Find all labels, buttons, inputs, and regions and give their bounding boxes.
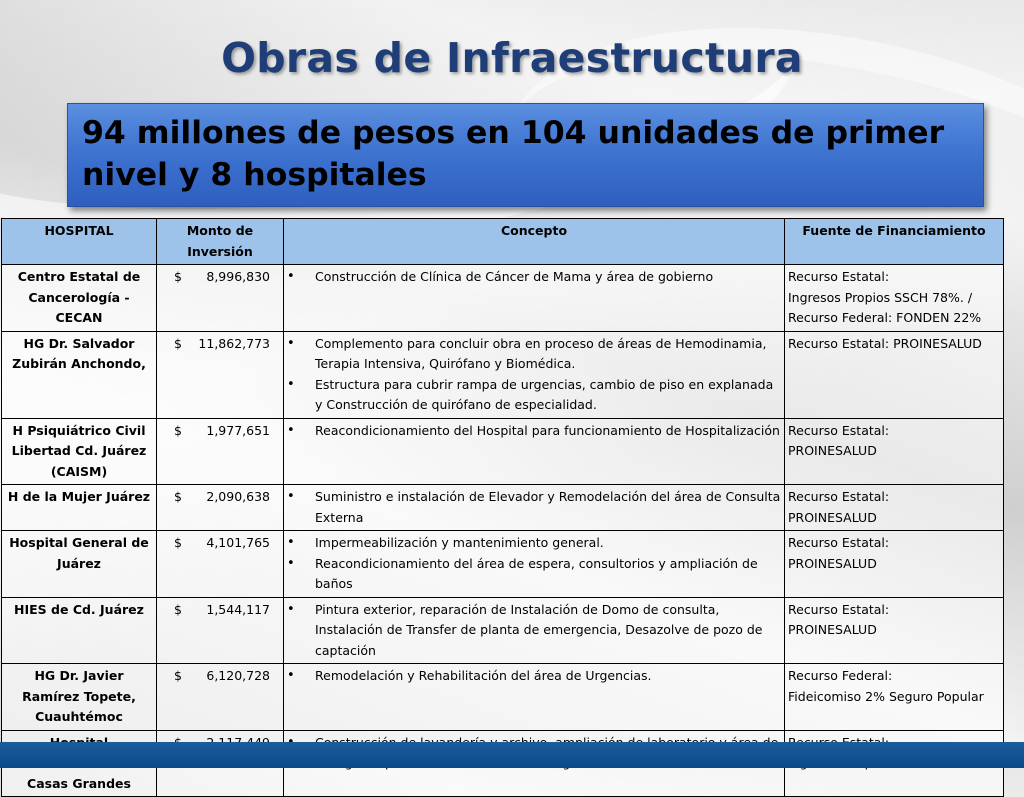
concept-text: Pintura exterior, reparación de Instalación de Domo de consulta, Instalación de Transfer de planta de emergencia, Desazolve de pozo de captación: [315, 601, 763, 658]
hospital-name: HG Dr. Salvador Zubirán Anchondo,: [2, 331, 157, 418]
bullet-icon: •: [287, 489, 295, 504]
funding-cell: [785, 531, 1004, 598]
investment-amount: [157, 331, 284, 418]
bullet-icon: •: [287, 376, 295, 392]
funding-line: Recurso Estatal:: [788, 535, 890, 550]
currency-symbol: $: [174, 422, 182, 438]
currency-symbol: $: [174, 269, 182, 284]
currency-symbol: $: [174, 668, 182, 683]
bullet-icon: •: [287, 668, 295, 683]
concept-cell: [284, 597, 785, 664]
concept-text: Construcción de Clínica de Cáncer de Mama y área de gobierno: [315, 269, 714, 284]
concept-item: [287, 421, 781, 442]
table-row: [2, 265, 1004, 332]
funding-line: PROINESALUD: [788, 622, 877, 637]
hospital-name: Casas Grandes: [2, 730, 157, 797]
concept-text: Complemento para concluir obra en proceso de áreas de Hemodinamia, Terapia Intensiva, Quirófano y Biomédica.: [315, 335, 767, 371]
funding-line: Recurso Estatal:: [788, 269, 890, 284]
header-hospital: HOSPITAL: [2, 219, 157, 265]
funding-cell: [785, 418, 1004, 485]
investment-amount: [157, 265, 284, 332]
funding-line: Recurso Estatal:: [788, 422, 890, 438]
funding-cell: [785, 485, 1004, 531]
concept-cell: [284, 664, 785, 731]
hospital-name: HG Dr. Javier Ramírez Topete, Cuauhtémoc: [2, 664, 157, 731]
concept-cell: [284, 265, 785, 332]
investment-amount: [157, 664, 284, 731]
amount-value: 4,101,765: [206, 535, 270, 550]
concept-item: [287, 375, 781, 416]
hospital-name: H de la Mujer Juárez: [2, 485, 157, 531]
funding-line: Recurso Estatal:: [788, 489, 890, 504]
hospital-name: Centro Estatal de Cancerología - CECAN: [2, 265, 157, 332]
header-amount: Monto de Inversión: [157, 219, 284, 265]
concept-text: Impermeabilización y mantenimiento general.: [315, 535, 604, 550]
funding-cell: [785, 664, 1004, 731]
bullet-icon: •: [287, 269, 295, 284]
investment-amount: [157, 597, 284, 664]
investment-amount: [157, 531, 284, 598]
currency-symbol: $: [174, 535, 182, 550]
funding-line: Recurso Estatal:: [788, 601, 890, 617]
concept-item: [287, 554, 781, 595]
concept-item: [287, 334, 781, 375]
table-row: [2, 597, 1004, 664]
concept-cell: [284, 331, 785, 418]
funding-cell: [785, 597, 1004, 664]
concept-text: Suministro e instalación de Elevador y Remodelación del área de Consulta Externa: [315, 489, 781, 525]
funding-line: PROINESALUD: [788, 509, 877, 525]
table-row: [2, 664, 1004, 731]
header-concept: Concepto: [284, 219, 785, 265]
concept-item: [287, 666, 781, 687]
amount-value: 1,544,117: [206, 601, 270, 617]
concept-text: Estructura para cubrir rampa de urgencias, cambio de piso en explanada y Construcción de quirófano de especialidad.: [315, 376, 774, 412]
table-row: [2, 418, 1004, 485]
funding-line: PROINESALUD: [788, 443, 877, 458]
concept-cell: [284, 418, 785, 485]
funding-cell: [785, 331, 1004, 418]
table-row: [2, 485, 1004, 531]
concept-cell: [284, 485, 785, 531]
concept-item: [287, 533, 781, 554]
currency-symbol: $: [174, 489, 182, 504]
concept-item: [287, 487, 781, 528]
currency-symbol: $: [174, 335, 182, 351]
hospital-name: HIES de Cd. Juárez: [2, 597, 157, 664]
table-row: [2, 531, 1004, 598]
concept-text: Reacondicionamiento del Hospital para funcionamiento de Hospitalización: [315, 422, 780, 438]
slide-title: Obras de Infraestructura: [221, 34, 803, 82]
funding-line: Fideicomiso 2% Seguro Popular: [788, 688, 984, 704]
bullet-icon: •: [287, 335, 295, 351]
funding-line: Ingresos Propios SSCH 78%. /: [788, 289, 973, 305]
amount-value: 11,862,773: [198, 335, 270, 351]
funding-line: PROINESALUD: [788, 555, 877, 571]
banner-text: 94 millones de pesos en 104 unidades de primer nivel y 8 hospitales: [82, 115, 945, 193]
concept-item: [287, 267, 781, 288]
concept-cell: [284, 531, 785, 598]
table-header-row: [2, 219, 1004, 265]
amount-value: 8,996,830: [206, 269, 270, 284]
header-funding: Fuente de Financiamiento: [785, 219, 1004, 265]
amount-value: 1,977,651: [206, 422, 270, 438]
summary-banner: [67, 103, 984, 207]
hospital-name: H Psiquiátrico Civil Libertad Cd. Juárez (CAISM): [2, 418, 157, 485]
investment-amount: [157, 485, 284, 531]
footer-bar: [0, 742, 1024, 768]
amount-value: 2,090,638: [206, 489, 270, 504]
bullet-icon: •: [287, 422, 295, 438]
bullet-icon: •: [287, 555, 295, 571]
concept-text: Remodelación y Rehabilitación del área de Urgencias.: [315, 668, 652, 683]
funding-line: Recurso Federal:: [788, 668, 893, 683]
table-row: [2, 331, 1004, 418]
bullet-icon: •: [287, 601, 295, 617]
concept-text: Reacondicionamiento del área de espera, consultorios y ampliación de baños: [315, 555, 758, 591]
bullet-icon: •: [287, 535, 295, 550]
funding-line: Recurso Estatal: PROINESALUD: [788, 335, 982, 351]
funding-line: Recurso Federal: FONDEN 22%: [788, 310, 982, 325]
funding-cell: [785, 265, 1004, 332]
concept-item: [287, 600, 781, 662]
amount-value: 6,120,728: [206, 668, 270, 683]
currency-symbol: $: [174, 601, 182, 617]
hospital-name: Hospital General de Juárez: [2, 531, 157, 598]
investment-table: [1, 218, 1004, 797]
investment-amount: [157, 418, 284, 485]
